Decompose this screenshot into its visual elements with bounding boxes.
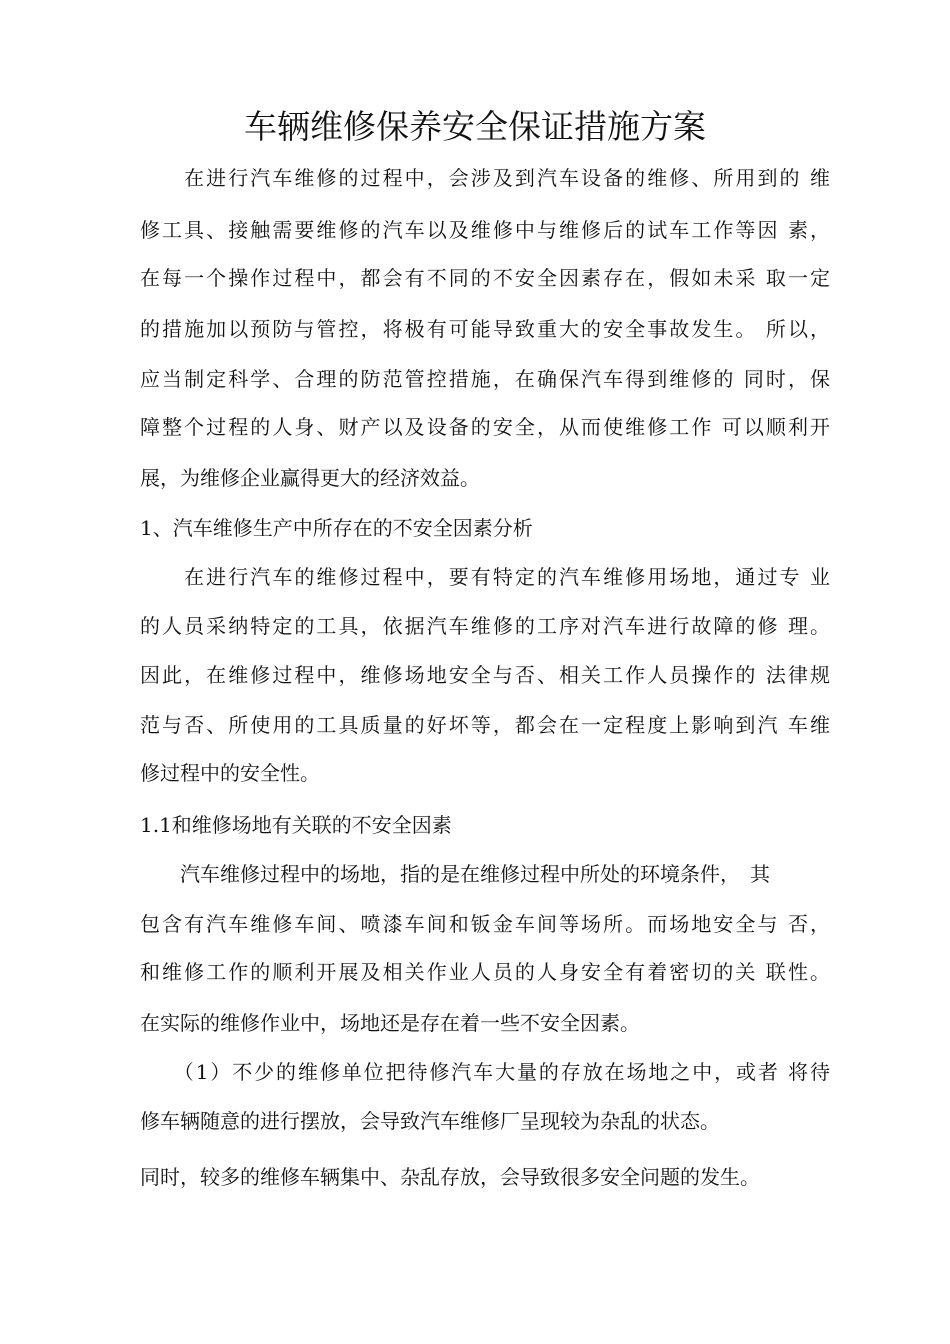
paragraph-line: 修车辆随意的进行摆放，会导致汽车维修厂呈现较为杂乱的状态。 xyxy=(140,1109,720,1133)
paragraph-line: 障整个过程的人身、财产以及设备的安全，从而使维修工作 可以顺利开 xyxy=(140,415,830,439)
paragraph-line: 同时，较多的维修车辆集中、杂乱存放，会导致很多安全问题的发生。 xyxy=(140,1165,760,1189)
document-title: 车辆维修保养安全保证措施方案 xyxy=(244,107,706,146)
paragraph-line: 修工具、接触需要维修的汽车以及维修中与维修后的试车工作等因 素， xyxy=(140,218,830,242)
paragraph-line: 因此，在维修过程中，维修场地安全与否、相关工作人员操作的 法律规 xyxy=(140,663,830,687)
paragraph-line: （1）不少的维修单位把待修汽车大量的存放在场地之中，或者 将待 xyxy=(140,1060,830,1084)
paragraph-line: 展，为维修企业赢得更大的经济效益。 xyxy=(140,466,480,490)
paragraph-line: 修过程中的安全性。 xyxy=(140,761,320,785)
section-heading: 1、汽车维修生产中所存在的不安全因素分析 xyxy=(140,516,533,540)
paragraph-line: 包含有汽车维修车间、喷漆车间和钣金车间等场所。而场地安全与 否， xyxy=(140,912,830,936)
paragraph-line: 的措施加以预防与管控，将极有可能导致重大的安全事故发生。 所以， xyxy=(140,317,830,341)
paragraph-line: 和维修工作的顺利开展及相关作业人员的人身安全有着密切的关 联性。 xyxy=(140,960,830,984)
paragraph-line: 的人员采纳特定的工具，依据汽车维修的工序对汽车进行故障的修 理。 xyxy=(140,614,830,638)
paragraph-line: 范与否、所使用的工具质量的好坏等，都会在一定程度上影响到汽 车维 xyxy=(140,713,830,737)
paragraph-line: 在进行汽车维修的过程中，会涉及到汽车设备的维修、所用到的 维 xyxy=(140,166,830,190)
paragraph-line: 在每一个操作过程中，都会有不同的不安全因素存在，假如未采 取一定 xyxy=(140,266,830,290)
paragraph-line: 应当制定科学、合理的防范管控措施，在确保汽车得到维修的 同时，保 xyxy=(140,367,830,391)
paragraph-line: 汽车维修过程中的场地，指的是在维修过程中所处的环境条件， 其 xyxy=(140,862,770,886)
subsection-heading: 1.1和维修场地有关联的不安全因素 xyxy=(140,813,452,837)
paragraph-line: 在实际的维修作业中，场地还是存在着一些不安全因素。 xyxy=(140,1011,640,1035)
paragraph-line: 在进行汽车的维修过程中，要有特定的汽车维修用场地，通过专 业 xyxy=(140,565,830,589)
